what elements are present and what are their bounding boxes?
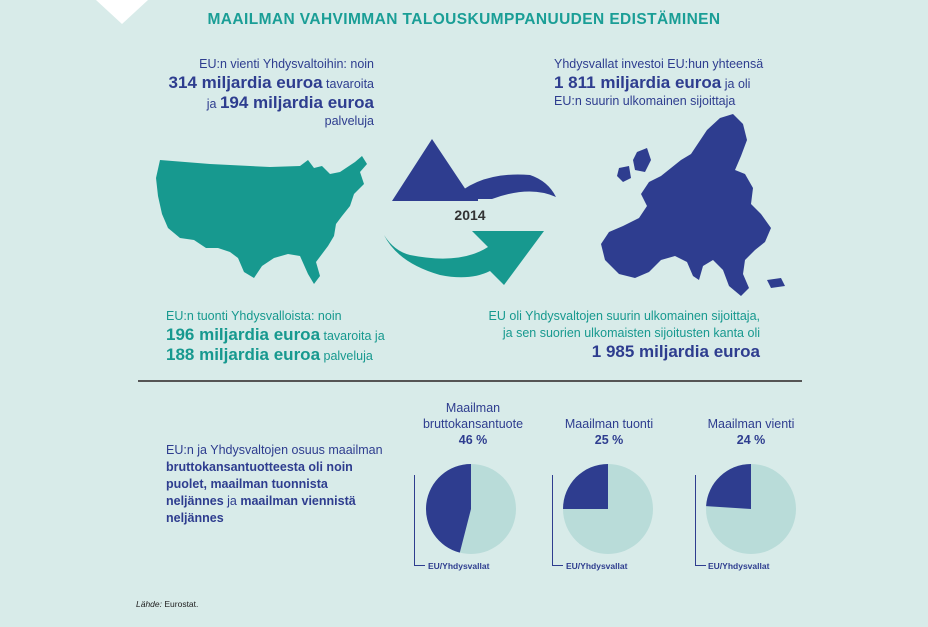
- share-line1: EU:n ja Yhdysvaltojen osuus maailman: [166, 443, 383, 457]
- section-divider: [138, 380, 802, 382]
- us-investment-value-line: [554, 73, 814, 93]
- pie-tag: EU/Yhdysvallat: [428, 561, 490, 571]
- pie-label-line2: Maailman vienti: [707, 417, 795, 431]
- share-block: [166, 442, 396, 527]
- exports-services-line: [140, 93, 374, 113]
- exports-goods-suffix: tavaroita: [322, 77, 374, 91]
- pie-eu-us-slice: [563, 464, 608, 509]
- share-bold1: bruttokansantuotteesta oli noin: [166, 460, 353, 474]
- eu-investment-line2: ja sen suorien ulkomaisten sijoitusten kanta oli: [502, 326, 760, 340]
- pie-label-line1: Maailman: [445, 401, 501, 415]
- us-investment-value-suffix: ja oli: [721, 77, 751, 91]
- share-bold2: puolet, maailman tuonnista: [166, 477, 328, 491]
- year-label: 2014: [454, 207, 486, 223]
- eu-map: [595, 110, 800, 305]
- source-value: Eurostat.: [162, 599, 199, 609]
- imports-services-value: 188 miljardia euroa: [166, 345, 321, 364]
- exports-services-suffix: palveluja: [324, 114, 374, 128]
- exports-line1: EU:n vienti Yhdysvaltoihin: noin: [199, 57, 374, 71]
- pie-value: 46 %: [458, 433, 488, 447]
- pie-tag: EU/Yhdysvallat: [566, 561, 628, 571]
- share-line4: [166, 493, 396, 510]
- pie-chart-imports: [562, 463, 654, 555]
- pie-chart-exports: [705, 463, 797, 555]
- imports-block: [166, 308, 436, 365]
- pie-label-imports: [536, 416, 682, 448]
- us-investment-value: 1 811 miljardia euroa: [554, 73, 722, 92]
- exports-prefix: ja: [206, 97, 220, 111]
- exports-services-value: 194 miljardia euroa: [219, 93, 374, 112]
- usa-map: [150, 150, 375, 290]
- pie-label-line2: Maailman tuonti: [564, 417, 654, 431]
- source-note: [136, 599, 198, 609]
- us-investment-line1: Yhdysvallat investoi EU:hun yhteensä: [554, 57, 764, 71]
- us-investment-block: [554, 56, 814, 110]
- pie-value: 25 %: [594, 433, 624, 447]
- exports-goods-value: 314 miljardia euroa: [168, 73, 323, 92]
- exports-goods-line: [140, 73, 374, 93]
- eu-investment-block: [450, 308, 760, 362]
- pie-value: 24 %: [736, 433, 766, 447]
- share-bold3: neljännes: [166, 494, 224, 508]
- imports-goods-line: [166, 325, 436, 345]
- eu-investment-line1: EU oli Yhdysvaltojen suurin ulkomainen sijoittaja,: [488, 309, 760, 323]
- imports-goods-value: 196 miljardia euroa: [166, 325, 321, 344]
- imports-services-suffix: palveluja: [320, 349, 373, 363]
- arrow-up-icon: [392, 139, 556, 201]
- eu-investment-value: 1 985 miljardia euroa: [591, 342, 760, 361]
- pie-chart-gdp: [425, 463, 517, 555]
- arrow-down-icon: [384, 231, 544, 285]
- pie-eu-us-slice: [706, 464, 751, 509]
- share-mid3: ja: [223, 494, 241, 508]
- page-title: MAAILMAN VAHVIMMAN TALOUSKUMPPANUUDEN EDISTÄMINEN: [207, 11, 721, 28]
- pie-bracket: [414, 475, 425, 566]
- pie-label-line2: bruttokansantuote: [422, 417, 524, 431]
- imports-line1: EU:n tuonti Yhdysvalloista: noin: [166, 309, 342, 323]
- pie-bracket: [552, 475, 563, 566]
- pie-bracket: [695, 475, 706, 566]
- share-bold4: neljännes: [166, 511, 224, 525]
- source-label: Lähde:: [136, 599, 162, 609]
- pie-label-gdp: [400, 400, 546, 448]
- imports-goods-suffix: tavaroita ja: [320, 329, 385, 343]
- us-investment-line3: EU:n suurin ulkomainen sijoittaja: [554, 94, 736, 108]
- exports-block: [140, 56, 374, 130]
- imports-services-line: [166, 345, 436, 365]
- pie-tag: EU/Yhdysvallat: [708, 561, 770, 571]
- pie-label-exports: [678, 416, 824, 448]
- share-bold3b: maailman viennistä: [240, 494, 356, 508]
